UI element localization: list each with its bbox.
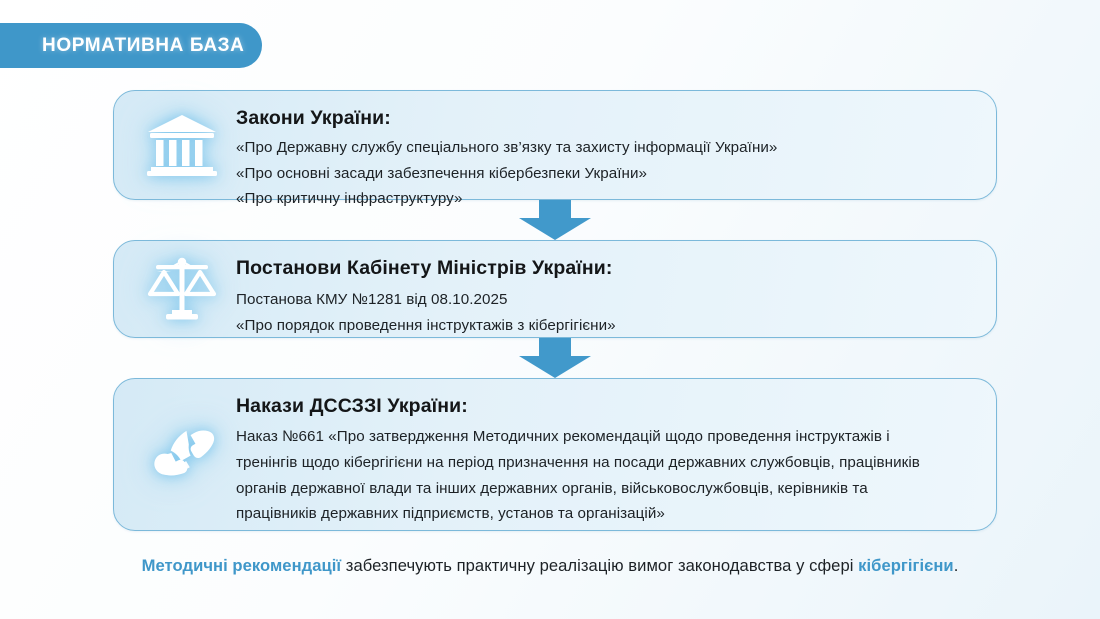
page-title: НОРМАТИВНА БАЗА [42,34,245,56]
card-laws-body [236,105,978,212]
footer-accent-start: Методичні рекомендації [141,556,342,575]
card-orders-title: Накази ДССЗЗІ України: [236,395,468,417]
arrow-resolutions-to-orders [507,338,603,378]
arrow-laws-to-resolutions [507,200,603,240]
card-resolutions [113,240,997,338]
footer-summary [0,556,1100,576]
bank-building-icon [128,112,236,178]
card-laws [113,90,997,207]
footer-period: . [953,556,959,575]
card-resolutions-title: Постанови Кабінету Міністрів України: [236,257,613,279]
card-orders-paragraph: Наказ №661 «Про затвердження Методичних рекомендацій щодо проведення інструктажів і тренінгів щодо кібергігієни на період призначення на посади державних службовців, працівників органів державної влади та інших державних органів, військовослужбовців, керівників та працівників державних підприємств, установ та організацій» [236,428,920,523]
card-laws-title: Закони України: [236,107,391,129]
card-resolutions-line-2: «Про порядок проведення інструктажів з кібергігієни» [236,316,616,334]
section-header-pill [0,23,262,68]
footer-middle-text: забезпечують практичну реалізацію вимог законодавства у сфері [341,556,859,575]
card-resolutions-line-1: Постанова КМУ №1281 від 08.10.2025 [236,291,508,308]
footer-accent-end: кібергігієни [858,556,954,575]
card-orders [113,378,997,531]
scales-of-justice-icon [128,254,236,324]
card-laws-line-3: «Про критичну інфраструктуру» [236,190,463,207]
card-orders-body [236,393,978,527]
card-laws-line-1: «Про Державну службу спеціального зв’язку та захисту інформації України» [236,139,778,156]
telephone-handset-icon [128,417,236,493]
card-resolutions-body [236,255,978,338]
regulatory-flow [113,90,997,531]
card-laws-line-2: «Про основні засади забезпечення кібербезпеки України» [236,164,647,182]
